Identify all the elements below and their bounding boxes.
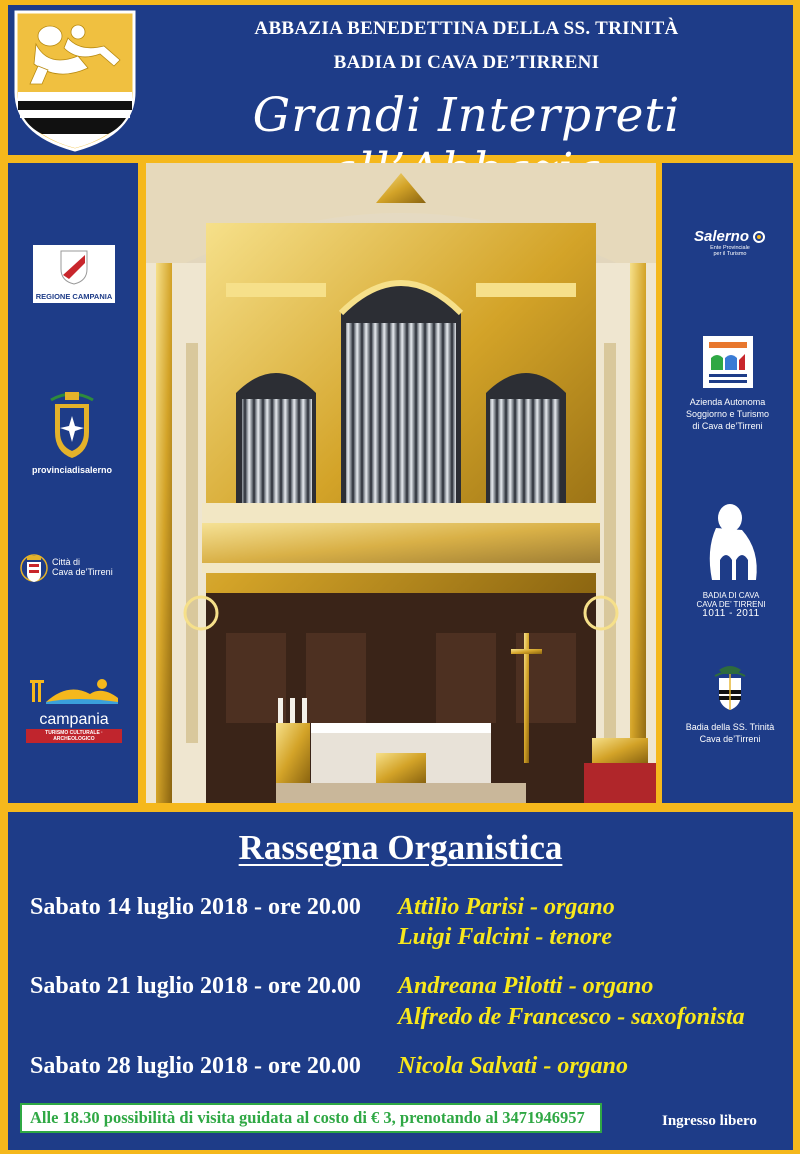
concert-1-performer-2: Luigi Falcini - tenore — [398, 924, 613, 950]
azienda-label-2: Soggiorno e Turismo — [685, 409, 770, 419]
badia-cava-label-1: BADIA DI CAVA — [702, 591, 760, 600]
campania-name: campania — [39, 711, 109, 728]
concert-1-performer-1: Attilio Parisi - organo — [398, 894, 615, 920]
provincia-salerno-logo — [22, 388, 122, 475]
campania-sub: TURISMO CULTURALE · ARCHEOLOGICO — [26, 729, 122, 743]
badia-trinita-logo — [680, 660, 780, 745]
concert-2-performer-1: Andreana Pilotti - organo — [398, 973, 654, 999]
salerno-sub-2: per il Turismo — [713, 251, 747, 257]
concert-2-date: Sabato 21 luglio 2018 - ore 20.00 — [30, 973, 361, 999]
badia-name: BADIA DI CAVA DE’TIRRENI — [333, 52, 600, 73]
azienda-turismo-logo — [670, 336, 785, 432]
provincia-crest-icon — [37, 388, 107, 460]
concert-3-performer-1: Nicola Salvati - organo — [398, 1053, 629, 1079]
badia-cava-label-2: CAVA DE’ TIRRENI — [696, 600, 766, 609]
salerno-swirl-icon — [752, 230, 766, 244]
organ-photo — [146, 163, 656, 803]
regione-campania-label: REGIONE CAMPANIA — [35, 292, 113, 301]
salerno-ept-logo — [680, 228, 780, 257]
abbey-crest-icon — [8, 6, 140, 154]
azienda-label-1: Azienda Autonoma — [689, 397, 766, 407]
salerno-name: Salerno — [693, 228, 750, 245]
free-entry-label: Ingresso libero — [662, 1113, 757, 1129]
regione-campania-emblem-icon — [59, 249, 89, 285]
badia-cava-millennium-logo — [686, 500, 776, 618]
abbey-name: ABBAZIA BENEDETTINA DELLA SS. TRINITÀ — [254, 18, 679, 39]
badia-trinita-label-1: Badia della SS. Trinità — [685, 722, 775, 732]
concert-1-date: Sabato 14 luglio 2018 - ore 20.00 — [30, 894, 361, 920]
badia-trinita-label-2: Cava de’Tirreni — [699, 734, 761, 744]
event-title-text: Rassegna Organistica — [238, 828, 563, 867]
citta-label-1: Città di — [52, 557, 81, 567]
regione-campania-logo — [28, 245, 120, 303]
series-title: Grandi Interpreti — [252, 88, 681, 143]
campania-tourism-logo — [26, 676, 122, 743]
badia-cava-years: 1011 - 2011 — [702, 608, 760, 619]
azienda-turismo-emblem-icon — [703, 336, 753, 388]
provincia-label: provinciadisalerno — [31, 465, 113, 475]
concert-3-date: Sabato 28 luglio 2018 - ore 20.00 — [30, 1053, 361, 1079]
citta-cava-crest-icon — [20, 550, 48, 584]
abbot-coat-of-arms-icon — [705, 660, 755, 712]
campania-landscape-icon — [28, 676, 120, 706]
event-title — [8, 828, 793, 868]
azienda-label-3: di Cava de’Tirreni — [692, 421, 763, 431]
guided-visit-note: Alle 18.30 possibilità di visita guidata al costo di € 3, prenotando al 3471946957 — [20, 1103, 602, 1133]
badia-cava-silhouette-icon — [696, 500, 766, 586]
salerno-sub-1: Ente Provinciale — [710, 245, 750, 251]
citta-cava-logo — [20, 550, 130, 584]
citta-label-2: Cava de’Tirreni — [52, 567, 113, 577]
concert-2-performer-2: Alfredo de Francesco - saxofonista — [398, 1004, 745, 1030]
